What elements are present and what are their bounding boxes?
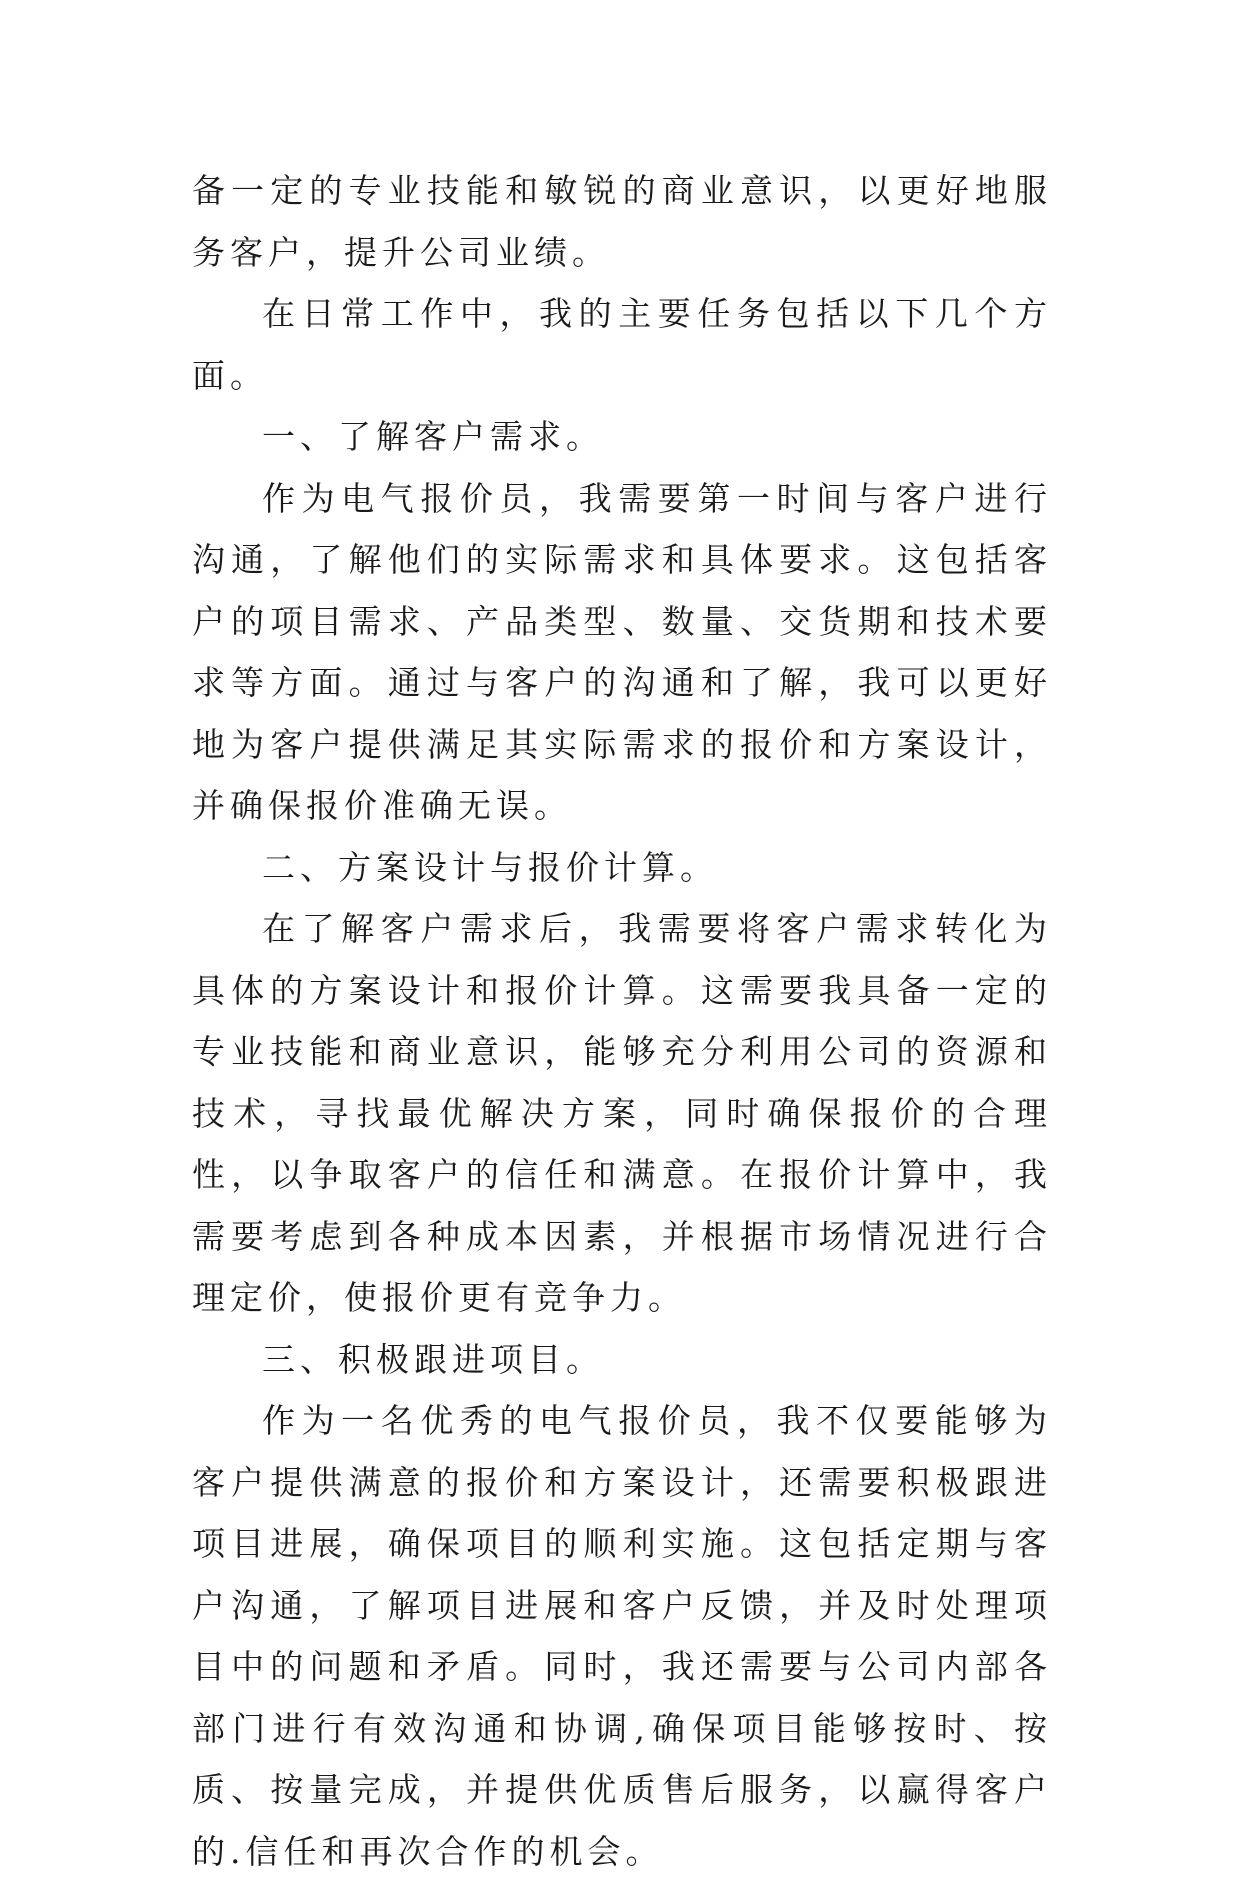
section-heading-1: 一、了解客户需求。	[262, 417, 604, 456]
paragraph-section-2: 在了解客户需求后，我需要将客户需求转化为具体的方案设计和报价计算。这需要我具备一定的专业技能和商业意识，能够充分利用公司的资源和技术，寻找最优解决方案，同时确保报价的合理性，以争取客户的信任和满意。在报价计算中，我需要考虑到各种成本因素，并根据市场情况进行合理定价，使报价更有竞争力。	[192, 909, 1052, 1317]
paragraph-section-3: 作为一名优秀的电气报价员，我不仅要能够为客户提供满意的报价和方案设计，还需要积极跟进项目进展，确保项目的顺利实施。这包括定期与客户沟通，了解项目进展和客户反馈，并及时处理项目中的问题和矛盾。同时，我还需要与公司内部各部门进行有效沟通和协调,确保项目能够按时、按质、按量完成，并提供优质售后服务，以赢得客户的.信任和再次合作的机会。	[192, 1401, 1052, 1871]
paragraph-intro-continuation: 备一定的专业技能和敏锐的商业意识，以更好地服务客户，提升公司业绩。	[192, 171, 1052, 272]
section-heading-3: 三、积极跟进项目。	[262, 1339, 604, 1379]
paragraph-tasks-overview: 在日常工作中，我的主要任务包括以下几个方面。	[192, 294, 1052, 395]
section-heading-2: 二、方案设计与报价计算。	[262, 847, 718, 887]
document-page	[192, 160, 1052, 1882]
paragraph-section-1: 作为电气报价员，我需要第一时间与客户进行沟通，了解他们的实际需求和具体要求。这包括客户的项目需求、产品类型、数量、交货期和技术要求等方面。通过与客户的沟通和了解，我可以更好地为客户提供满足其实际需求的报价和方案设计，并确保报价准确无误。	[192, 478, 1052, 825]
